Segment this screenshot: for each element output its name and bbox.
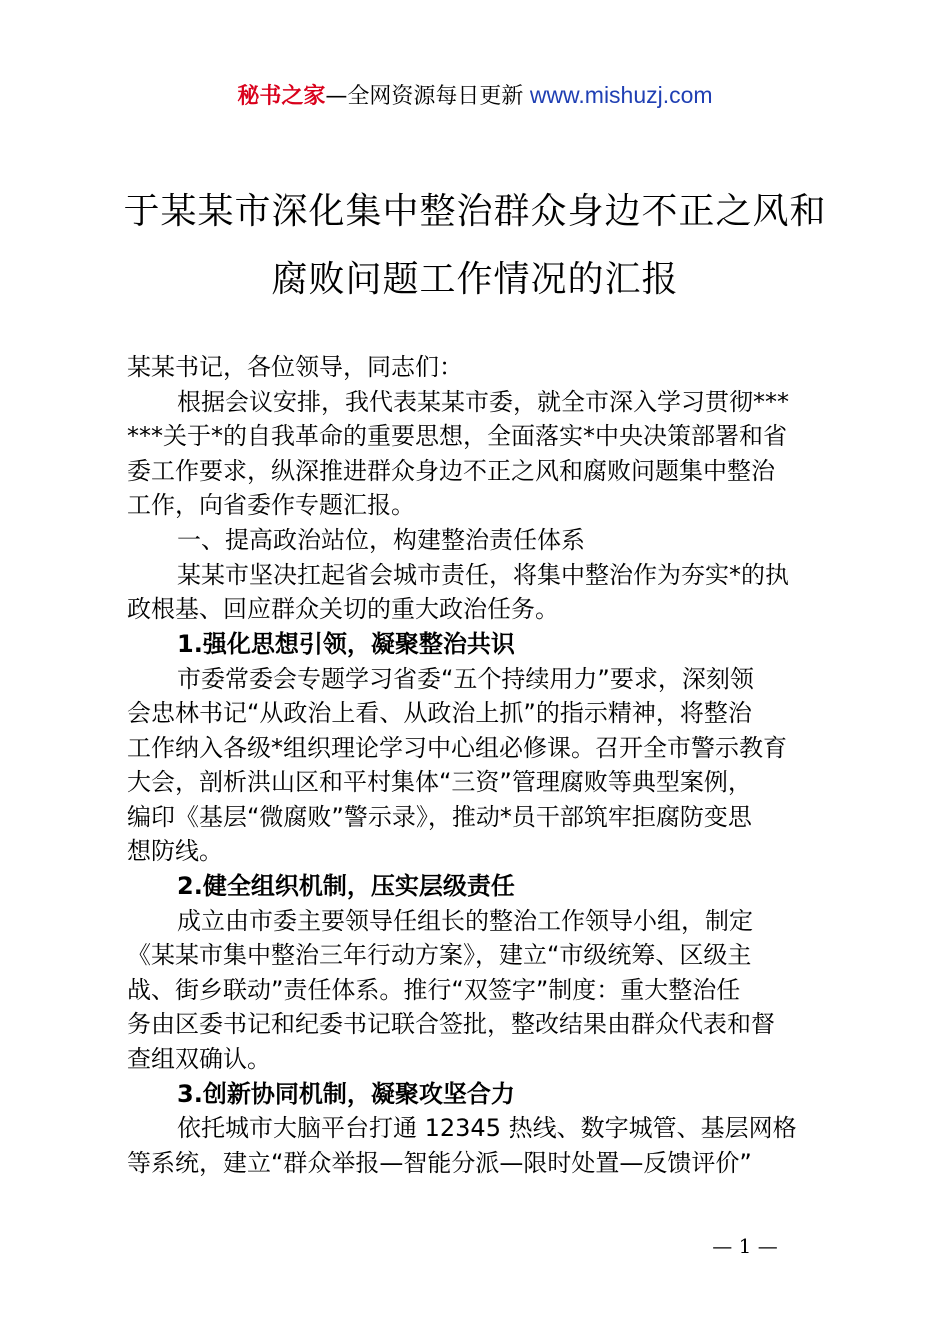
header-dash: — bbox=[325, 84, 348, 109]
paragraph-line: ***关于*的自我革命的重要思想，全面落实*中央决策部署和省 bbox=[127, 422, 787, 450]
document-title-line-1: 于某某市深化集中整治群众身边不正之风和 bbox=[123, 191, 827, 232]
paragraph-line: 成立由市委主要领导任组长的整治工作领导小组，制定 bbox=[177, 907, 753, 935]
paragraph-line: 政根基、回应群众关切的重大政治任务。 bbox=[127, 595, 559, 623]
paragraph-line: 务由区委书记和纪委书记联合签批，整改结果由群众代表和督 bbox=[127, 1010, 775, 1038]
paragraph-line: 根据会议安排，我代表某某市委，就全市深入学习贯彻*** bbox=[177, 388, 789, 416]
paragraph-line: 等系统，建立“群众举报—智能分派—限时处置—反馈评价” bbox=[127, 1149, 752, 1177]
paragraph-line: 战、街乡联动”责任体系。推行“双签字”制度：重大整治任 bbox=[127, 976, 741, 1004]
paragraph-line: 某某市坚决扛起省会城市责任，将集中整治作为夯实*的执 bbox=[177, 561, 789, 589]
header-brand: 秘书之家 bbox=[237, 84, 326, 109]
subsection-heading: 1.强化思想引领，凝聚整治共识 bbox=[177, 630, 515, 658]
subsection-heading: 2.健全组织机制，压实层级责任 bbox=[177, 872, 515, 900]
paragraph-line: 大会，剖析洪山区和平村集体“三资”管理腐败等典型案例， bbox=[127, 768, 752, 796]
header-tagline: 全网资源每日更新 bbox=[347, 84, 524, 109]
paragraph-line: 委工作要求，纵深推进群众身边不正之风和腐败问题集中整治 bbox=[127, 457, 775, 485]
header-site-link[interactable]: www.mishuzj.com bbox=[523, 82, 713, 108]
paragraph-line: 工作，向省委作专题汇报。 bbox=[127, 491, 415, 519]
page-number: — 1 — bbox=[712, 1234, 778, 1258]
paragraph-line: 查组双确认。 bbox=[127, 1045, 271, 1073]
paragraph-line: 依托城市大脑平台打通 12345 热线、数字城管、基层网格 bbox=[177, 1114, 797, 1142]
section-heading: 一、提高政治站位，构建整治责任体系 bbox=[177, 526, 585, 554]
subsection-heading: 3.创新协同机制，凝聚攻坚合力 bbox=[177, 1080, 515, 1108]
paragraph-line: 想防线。 bbox=[127, 837, 223, 865]
paragraph-line: 市委常委会专题学习省委“五个持续用力”要求，深刻领 bbox=[177, 665, 754, 693]
paragraph-line: 会忠林书记“从政治上看、从政治上抓”的指示精神，将整治 bbox=[127, 699, 752, 727]
page-header bbox=[0, 80, 950, 112]
salutation: 某某书记，各位领导，同志们： bbox=[127, 353, 463, 381]
paragraph-line: 工作纳入各级*组织理论学习中心组必修课。召开全市警示教育 bbox=[127, 734, 787, 762]
paragraph-line: 《某某市集中整治三年行动方案》，建立“市级统筹、区级主 bbox=[127, 941, 752, 969]
paragraph-line: 编印《基层“微腐败”警示录》，推动*员干部筑牢拒腐防变思 bbox=[127, 803, 752, 831]
document-title-line-2: 腐败问题工作情况的汇报 bbox=[271, 259, 679, 300]
